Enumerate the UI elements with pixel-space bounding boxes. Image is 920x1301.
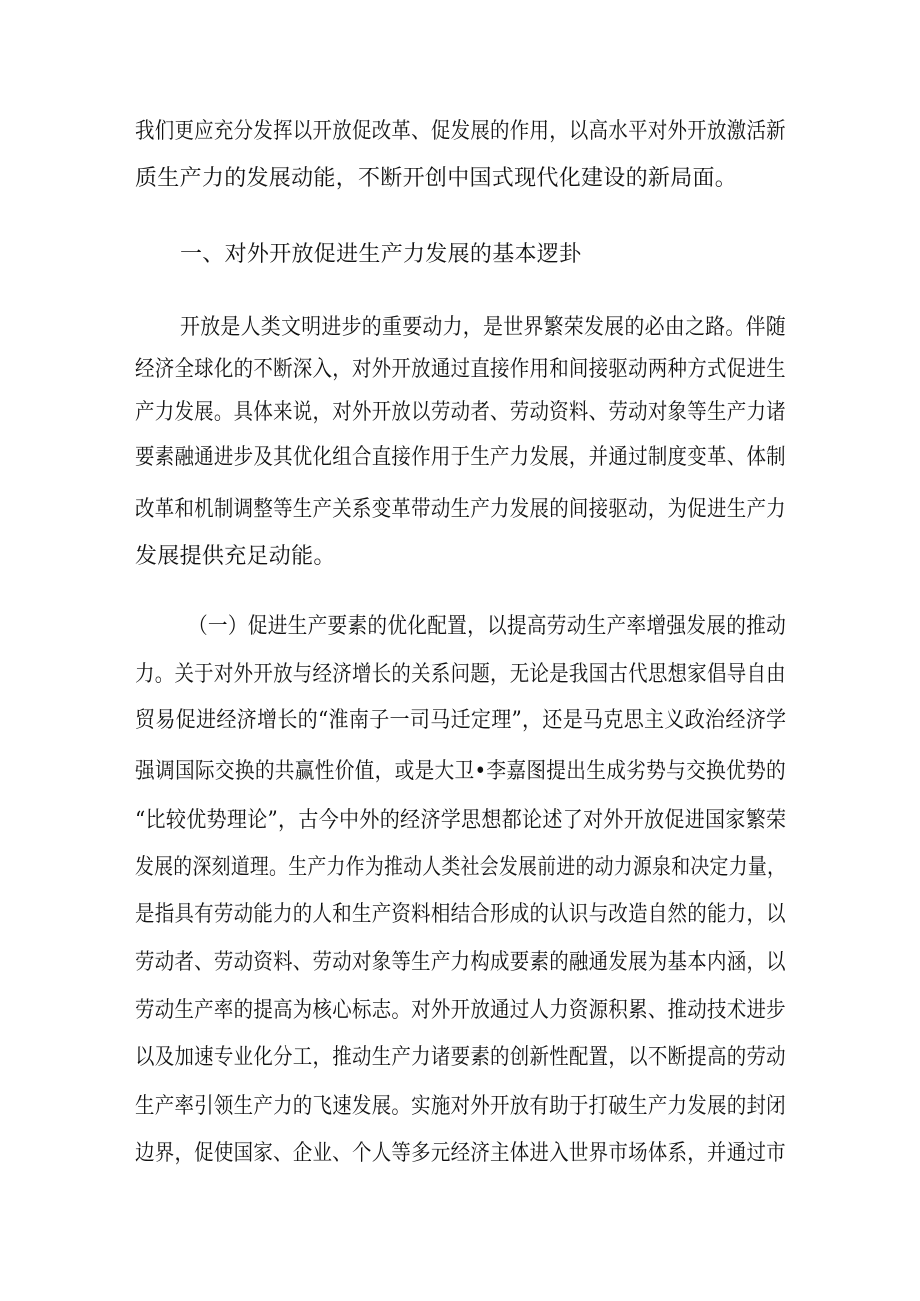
paragraph-line: 生产率引领生产力的飞速发展。实施对外开放有助于打破生产力发展的封闭: [135, 1094, 786, 1119]
paragraph-line: （一）促进生产要素的优化配置，以提高劳动生产率增强发展的推动: [188, 614, 787, 639]
paragraph-line: 强调国际交换的共赢性价值，或是大卫•李嘉图提出生成劣势与交换优势的: [135, 759, 786, 784]
paragraph-line: 以及加速专业化分工，推动生产力诸要素的创新性配置，以不断提高的劳动: [135, 1045, 786, 1070]
paragraph-line: 要素融通进步及其优化组合直接作用于生产力发展，并通过制度变革、体制: [135, 445, 786, 470]
paragraph-line: 边界，促使国家、企业、个人等多元经济主体进入世界市场体系，并通过市: [135, 1141, 786, 1166]
paragraph-line: 力。关于对外开放与经济增长的关系问题，无论是我国古代思想家倡导自由: [135, 662, 786, 687]
paragraph-line: 发展的深刻道理。生产力作为推动人类社会发展前进的动力源泉和决定力量，: [135, 855, 787, 880]
section-heading: 一、对外开放促进生产力发展的基本逻卦: [180, 242, 582, 267]
paragraph-line: 是指具有劳动能力的人和生产资料相结合形成的认识与改造自然的能力，以: [135, 902, 786, 927]
paragraph-line: 发展提供充足动能。: [135, 544, 336, 569]
paragraph-line: 劳动生产率的提高为核心标志。对外开放通过人力资源积累、推动技术进步: [135, 998, 786, 1023]
intro-line: 质生产力的发展动能，不断开创中国式现代化建设的新局面。: [135, 166, 738, 191]
paragraph-line: 经济全球化的不断深入，对外开放通过直接作用和间接驱动两种方式促进生: [135, 357, 786, 382]
paragraph-line: 开放是人类文明进步的重要动力，是世界繁荣发展的必由之路。伴随: [180, 315, 786, 340]
paragraph-line: 改革和机制调整等生产关系变革带动生产力发展的间接驱动，为促进生产力: [135, 497, 786, 522]
paragraph-line: 劳动者、劳动资料、劳动对象等生产力构成要素的融通发展为基本内涵，以: [135, 950, 786, 975]
paragraph-line: “比较优势理论”，古今中外的经济学思想都论述了对外开放促进国家繁荣: [135, 808, 787, 833]
paragraph-line: 贸易促进经济增长的“淮南子一司马迁定理”，还是马克思主义政治经济学: [135, 708, 787, 733]
paragraph-line: 产力发展。具体来说，对外开放以劳动者、劳动资料、劳动对象等生产力诸: [135, 400, 786, 425]
intro-line: 我们更应充分发挥以开放促改革、促发展的作用，以高水平对外开放激活新: [135, 119, 786, 144]
